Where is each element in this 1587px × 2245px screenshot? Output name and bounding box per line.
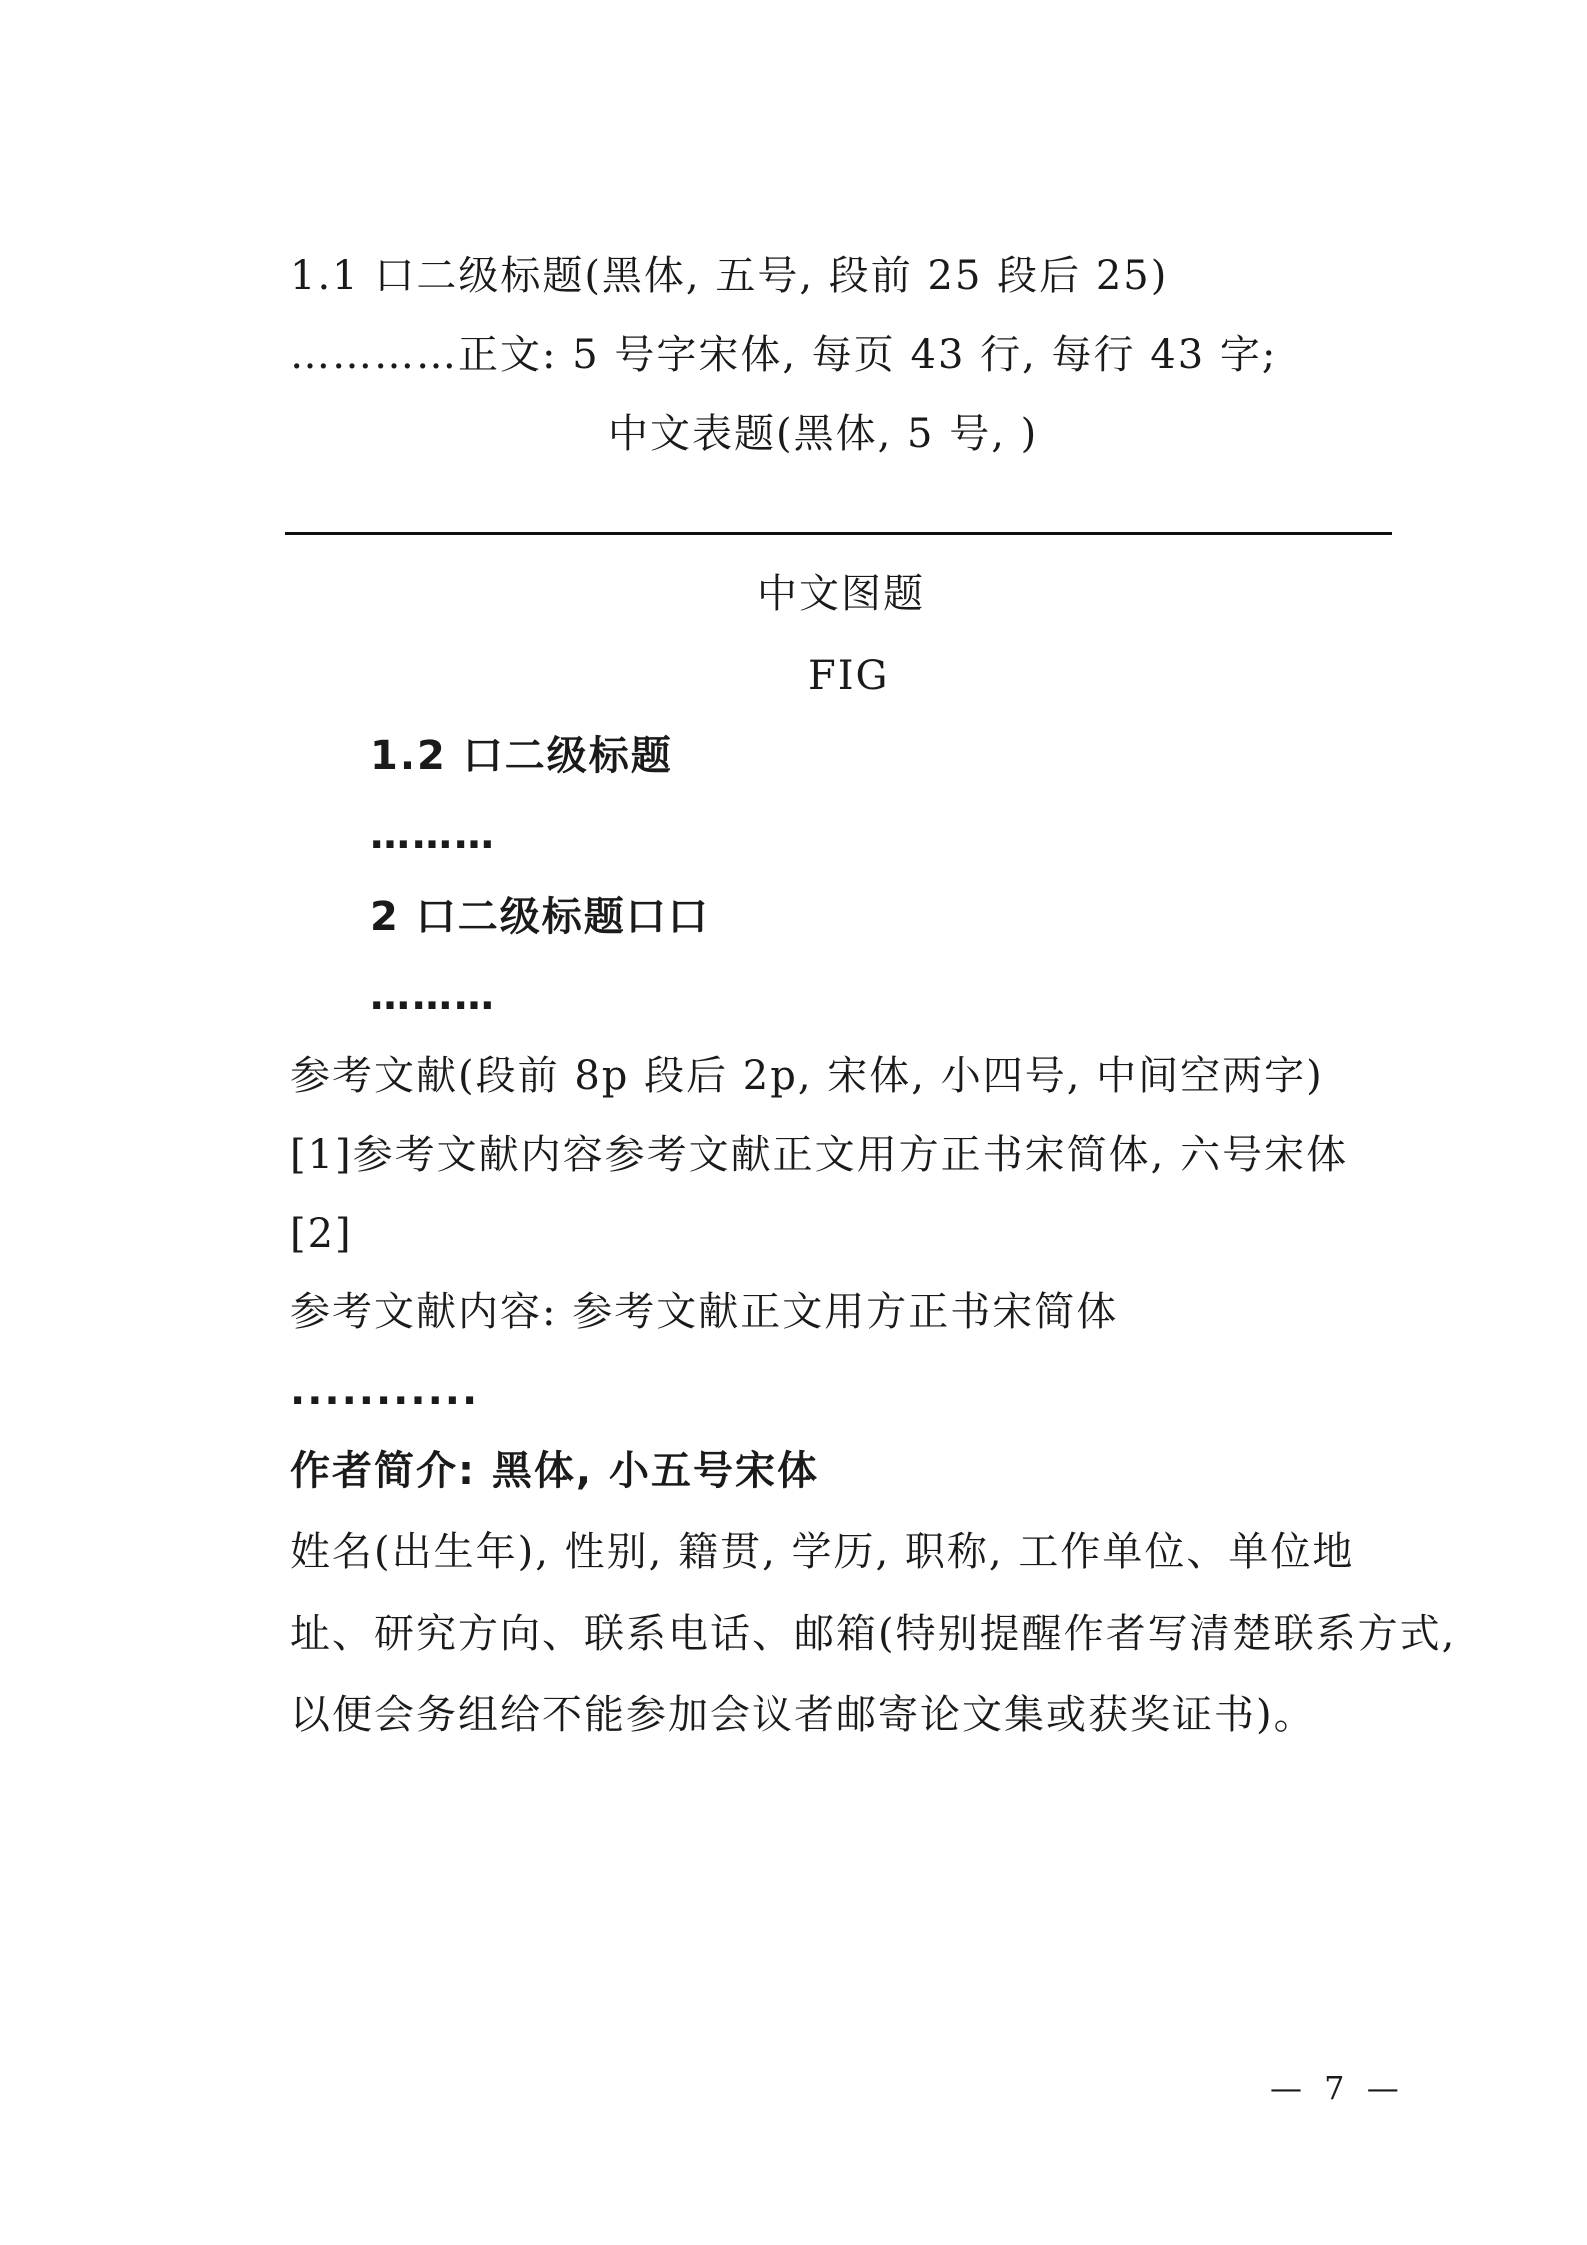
- dotted-separator: ...........: [290, 1368, 480, 1414]
- page-number: — 7 —: [1270, 2069, 1405, 2107]
- author-bio-heading: 作者简介: 黑体, 小五号宋体: [290, 1448, 820, 1494]
- body-text-format-note: …………正文: 5 号字宋体, 每页 43 行, 每行 43 字;: [290, 332, 1278, 378]
- section-heading-2: 2 口二级标题口口: [370, 894, 710, 940]
- author-bio-text: 址、研究方向、联系电话、邮箱(特别提醒作者写清楚联系方式,: [290, 1611, 1457, 1657]
- author-bio-text: 以便会务组给不能参加会议者邮寄论文集或获奖证书)。: [290, 1692, 1316, 1738]
- reference-content: 参考文献内容: 参考文献正文用方正书宋简体: [290, 1289, 1119, 1335]
- section-heading-1-1: 1.1 口二级标题(黑体, 五号, 段前 25 段后 25): [290, 253, 1169, 299]
- author-bio-text: 姓名(出生年), 性别, 籍贯, 学历, 职称, 工作单位、单位地: [290, 1529, 1355, 1575]
- reference-item: [1]参考文献内容参考文献正文用方正书宋简体, 六号宋体: [290, 1132, 1349, 1178]
- figure-label: FIG: [808, 653, 890, 699]
- ellipsis-placeholder: ………: [370, 812, 496, 858]
- reference-item: [2]: [290, 1211, 353, 1257]
- section-heading-1-2: 1.2 口二级标题: [370, 733, 673, 779]
- references-heading: 参考文献(段前 8p 段后 2p, 宋体, 小四号, 中间空两字): [290, 1053, 1324, 1099]
- horizontal-rule: [285, 532, 1392, 535]
- ellipsis-placeholder: ………: [370, 973, 496, 1019]
- figure-caption: 中文图题: [757, 571, 925, 617]
- table-caption: 中文表题(黑体, 5 号, ): [608, 411, 1039, 457]
